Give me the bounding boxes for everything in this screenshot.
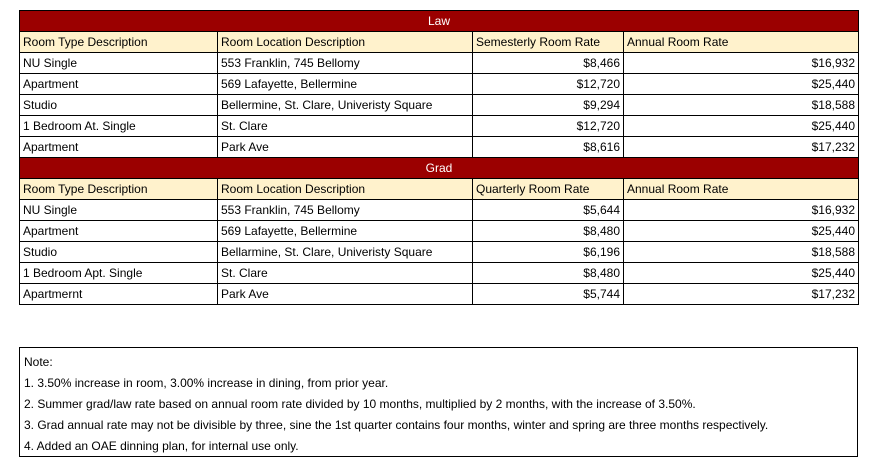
- column-header: Room Location Description: [218, 179, 473, 200]
- annual-rate-cell: $25,440: [624, 221, 859, 242]
- room-type-cell: Studio: [20, 242, 218, 263]
- room-type-cell: Apartment: [20, 221, 218, 242]
- period-rate-cell: $5,744: [473, 284, 624, 305]
- column-header: Room Location Description: [218, 32, 473, 53]
- column-header: Semesterly Room Rate: [473, 32, 624, 53]
- annual-rate-cell: $25,440: [624, 74, 859, 95]
- room-type-cell: 1 Bedroom Apt. Single: [20, 263, 218, 284]
- room-location-cell: Park Ave: [218, 137, 473, 158]
- room-location-cell: 569 Lafayette, Bellermine: [218, 74, 473, 95]
- note-item-1: 1. 3.50% increase in room, 3.00% increase in dining, from prior year.: [24, 376, 389, 390]
- table-row: [20, 263, 859, 284]
- room-type-cell: Apartment: [20, 137, 218, 158]
- period-rate-cell: $8,480: [473, 221, 624, 242]
- table-row: [20, 242, 859, 263]
- room-rates-body: [20, 11, 859, 305]
- annual-rate-cell: $25,440: [624, 263, 859, 284]
- room-location-cell: 553 Franklin, 745 Bellomy: [218, 200, 473, 221]
- period-rate-cell: $8,466: [473, 53, 624, 74]
- notes-box: [19, 347, 858, 457]
- column-header: Room Type Description: [20, 32, 218, 53]
- room-type-cell: Apartment: [20, 74, 218, 95]
- table-row: [20, 137, 859, 158]
- room-type-cell: Apartmernt: [20, 284, 218, 305]
- note-item-2: 2. Summer grad/law rate based on annual room rate divided by 10 months, multiplied by 2 months, with the increase of 3.50%.: [24, 397, 696, 411]
- room-location-cell: 569 Lafayette, Bellermine: [218, 221, 473, 242]
- grad-section-header: [20, 158, 859, 179]
- table-row: [20, 74, 859, 95]
- table-row: [20, 200, 859, 221]
- period-rate-cell: $12,720: [473, 116, 624, 137]
- period-rate-cell: $12,720: [473, 74, 624, 95]
- annual-rate-cell: $18,588: [624, 242, 859, 263]
- column-header: Quarterly Room Rate: [473, 179, 624, 200]
- room-location-cell: St. Clare: [218, 116, 473, 137]
- grad-column-headers: [20, 179, 859, 200]
- room-location-cell: St. Clare: [218, 263, 473, 284]
- period-rate-cell: $5,644: [473, 200, 624, 221]
- notes-title: Note:: [24, 355, 53, 369]
- annual-rate-cell: $16,932: [624, 53, 859, 74]
- room-location-cell: Bellermine, St. Clare, Univeristy Square: [218, 95, 473, 116]
- room-location-cell: Park Ave: [218, 284, 473, 305]
- annual-rate-cell: $25,440: [624, 116, 859, 137]
- period-rate-cell: $9,294: [473, 95, 624, 116]
- room-type-cell: NU Single: [20, 53, 218, 74]
- column-header: Annual Room Rate: [624, 179, 859, 200]
- column-header: Room Type Description: [20, 179, 218, 200]
- room-location-cell: Bellarmine, St. Clare, Univeristy Square: [218, 242, 473, 263]
- note-item-4: 4. Added an OAE dinning plan, for internal use only.: [24, 439, 299, 453]
- note-item-3: 3. Grad annual rate may not be divisible by three, sine the 1st quarter contains four months, winter and spring are three months respectively.: [24, 418, 769, 432]
- table-row: [20, 53, 859, 74]
- room-type-cell: 1 Bedroom At. Single: [20, 116, 218, 137]
- room-location-cell: 553 Franklin, 745 Bellomy: [218, 53, 473, 74]
- law-section-title: Law: [20, 11, 859, 32]
- annual-rate-cell: $18,588: [624, 95, 859, 116]
- period-rate-cell: $8,480: [473, 263, 624, 284]
- grad-section-title: Grad: [20, 158, 859, 179]
- room-rates-table: [19, 10, 859, 305]
- period-rate-cell: $6,196: [473, 242, 624, 263]
- table-row: [20, 116, 859, 137]
- annual-rate-cell: $17,232: [624, 137, 859, 158]
- annual-rate-cell: $16,932: [624, 200, 859, 221]
- table-row: [20, 95, 859, 116]
- law-section-header: [20, 11, 859, 32]
- law-column-headers: [20, 32, 859, 53]
- table-row: [20, 284, 859, 305]
- annual-rate-cell: $17,232: [624, 284, 859, 305]
- period-rate-cell: $8,616: [473, 137, 624, 158]
- room-type-cell: NU Single: [20, 200, 218, 221]
- room-type-cell: Studio: [20, 95, 218, 116]
- table-row: [20, 221, 859, 242]
- column-header: Annual Room Rate: [624, 32, 859, 53]
